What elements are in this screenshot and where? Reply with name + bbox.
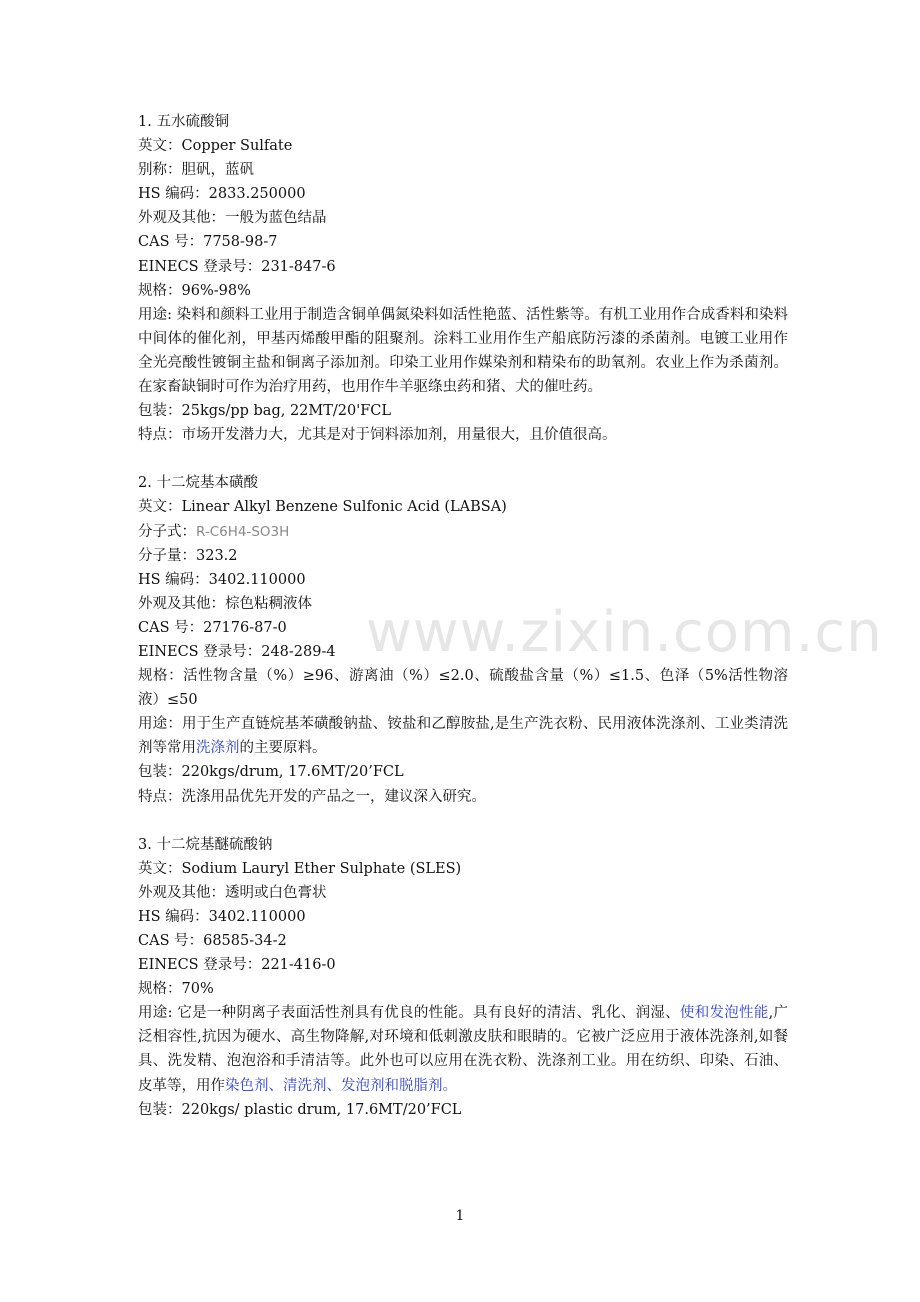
- usage-text-end: 的主要原料。: [239, 740, 327, 757]
- english-name: 英文：Linear Alkyl Benzene Sulfonic Acid (LABSA): [138, 499, 507, 516]
- period: 。: [442, 1077, 457, 1094]
- conjunction: 和: [384, 1077, 399, 1094]
- hs-code: HS 编码：3402.110000: [138, 908, 306, 925]
- usage: 用途: 染料和颜料工业用于制造含铜单偶氮染料如活性艳蓝、活性紫等。有机工业用作合成香料和染料中间体的催化剂，甲基丙烯酸甲酯的阻聚剂。涂料工业用作生产船底防污漆的杀菌剂。电镀工业用作全光亮酸性镀铜主盐和铜离子添加剂。印染工业用作媒染剂和精染布的助氧剂。农业上作为杀菌剂。在家畜缺铜时可作为治疗用药，也用作牛羊驱绦虫药和猪、犬的催吐药。: [138, 306, 788, 396]
- section-title: 1. 五水硫酸铜: [138, 114, 229, 130]
- document-body: [138, 110, 788, 1122]
- usage: [138, 712, 788, 760]
- usage-text: ,广泛相容性,抗因为硬水、高生物降解,对环境和低刺激皮肤和眼睛的。它被广泛应用于液体洗涤剂,如餐具、洗发精、泡泡浴和手清洁等。此外也可以应用在洗衣粉、洗涤剂工业。用在纺织、印染、石油、皮革等，用作: [138, 1005, 789, 1094]
- hs-code: HS 编码：3402.110000: [138, 571, 306, 588]
- specification: 规格：活性物含量（%）≥96、游离油（%）≤2.0、硫酸盐含量（%）≤1.5、色泽（5%活性物溶液）≤50: [138, 668, 788, 709]
- specification: 规格：96%-98%: [138, 282, 251, 299]
- separator: 、: [268, 1077, 283, 1094]
- dyeing-agent-link[interactable]: 染色剂: [225, 1077, 269, 1094]
- appearance: 外观及其他：棕色粘稠液体: [138, 595, 312, 612]
- separator: 、: [326, 1077, 341, 1094]
- cas-number: CAS 号：7758-98-7: [138, 234, 278, 251]
- english-name: 英文：Copper Sulfate: [138, 138, 293, 155]
- page-number: 1: [455, 1208, 465, 1224]
- spacer: [138, 447, 788, 471]
- cas-number: CAS 号：68585-34-2: [138, 933, 287, 949]
- formula-value: R-C6H4-SO3H: [196, 523, 290, 540]
- watermark: www.zixin.com.cn: [366, 600, 883, 665]
- packing: 包装：220kgs/drum, 17.6MT/20’FCL: [138, 764, 404, 781]
- foaming-agent-link[interactable]: 发泡剂: [341, 1077, 385, 1094]
- usage-text: 用途：用于生产直链烷基苯磺酸钠盐、铵盐和乙醇胺盐,是生产洗衣粉、民用液体洗涤剂、工业类清洗剂等常用: [138, 716, 788, 757]
- usage-text: 用途: 它是一种阴离子表面活性剂具有优良的性能。具有良好的清洁、乳化、润湿、: [138, 1005, 680, 1022]
- packing: 包装：25kgs/pp bag, 22MT/20'FCL: [138, 403, 392, 420]
- formula-label: 分子式：: [138, 523, 196, 540]
- specification: 规格：70%: [138, 981, 214, 998]
- section-labsa: [138, 471, 788, 808]
- foaming-performance-link[interactable]: 使和发泡性能: [679, 1005, 769, 1022]
- section-title: 2. 十二烷基本磺酸: [138, 475, 258, 492]
- detergent-link[interactable]: 洗涤剂: [196, 740, 240, 757]
- section-title: 3. 十二烷基醚硫酸钠: [138, 836, 273, 853]
- molecular-formula: [138, 520, 788, 544]
- spacer: [138, 809, 788, 833]
- section-copper-sulfate: [138, 110, 788, 447]
- appearance: 外观及其他：一般为蓝色结晶: [138, 210, 327, 227]
- section-sles: [138, 833, 788, 1122]
- einecs-number: EINECS 登录号：248-289-4: [138, 643, 336, 660]
- english-name: 英文：Sodium Lauryl Ether Sulphate (SLES): [138, 860, 462, 877]
- feature: 特点：市场开发潜力大，尤其是对于饲料添加剂，用量很大，且价值很高。: [138, 427, 617, 444]
- einecs-number: EINECS 登录号：231-847-6: [138, 258, 336, 275]
- alias: 别称：胆矾，蓝矾: [138, 162, 254, 179]
- feature: 特点：洗涤用品优先开发的产品之一，建议深入研究。: [138, 788, 486, 805]
- cas-number: CAS 号：27176-87-0: [138, 619, 287, 636]
- usage: [138, 1001, 788, 1097]
- einecs-number: EINECS 登录号：221-416-0: [138, 957, 336, 974]
- molecular-weight: 分子量：323.2: [138, 547, 238, 564]
- hs-code: HS 编码：2833.250000: [138, 186, 306, 203]
- degreasing-agent-link[interactable]: 脱脂剂: [399, 1077, 443, 1094]
- cleaning-agent-link[interactable]: 清洗剂: [283, 1077, 327, 1094]
- packing: 包装：220kgs/ plastic drum, 17.6MT/20’FCL: [138, 1101, 462, 1118]
- appearance: 外观及其他：透明或白色膏状: [138, 884, 327, 901]
